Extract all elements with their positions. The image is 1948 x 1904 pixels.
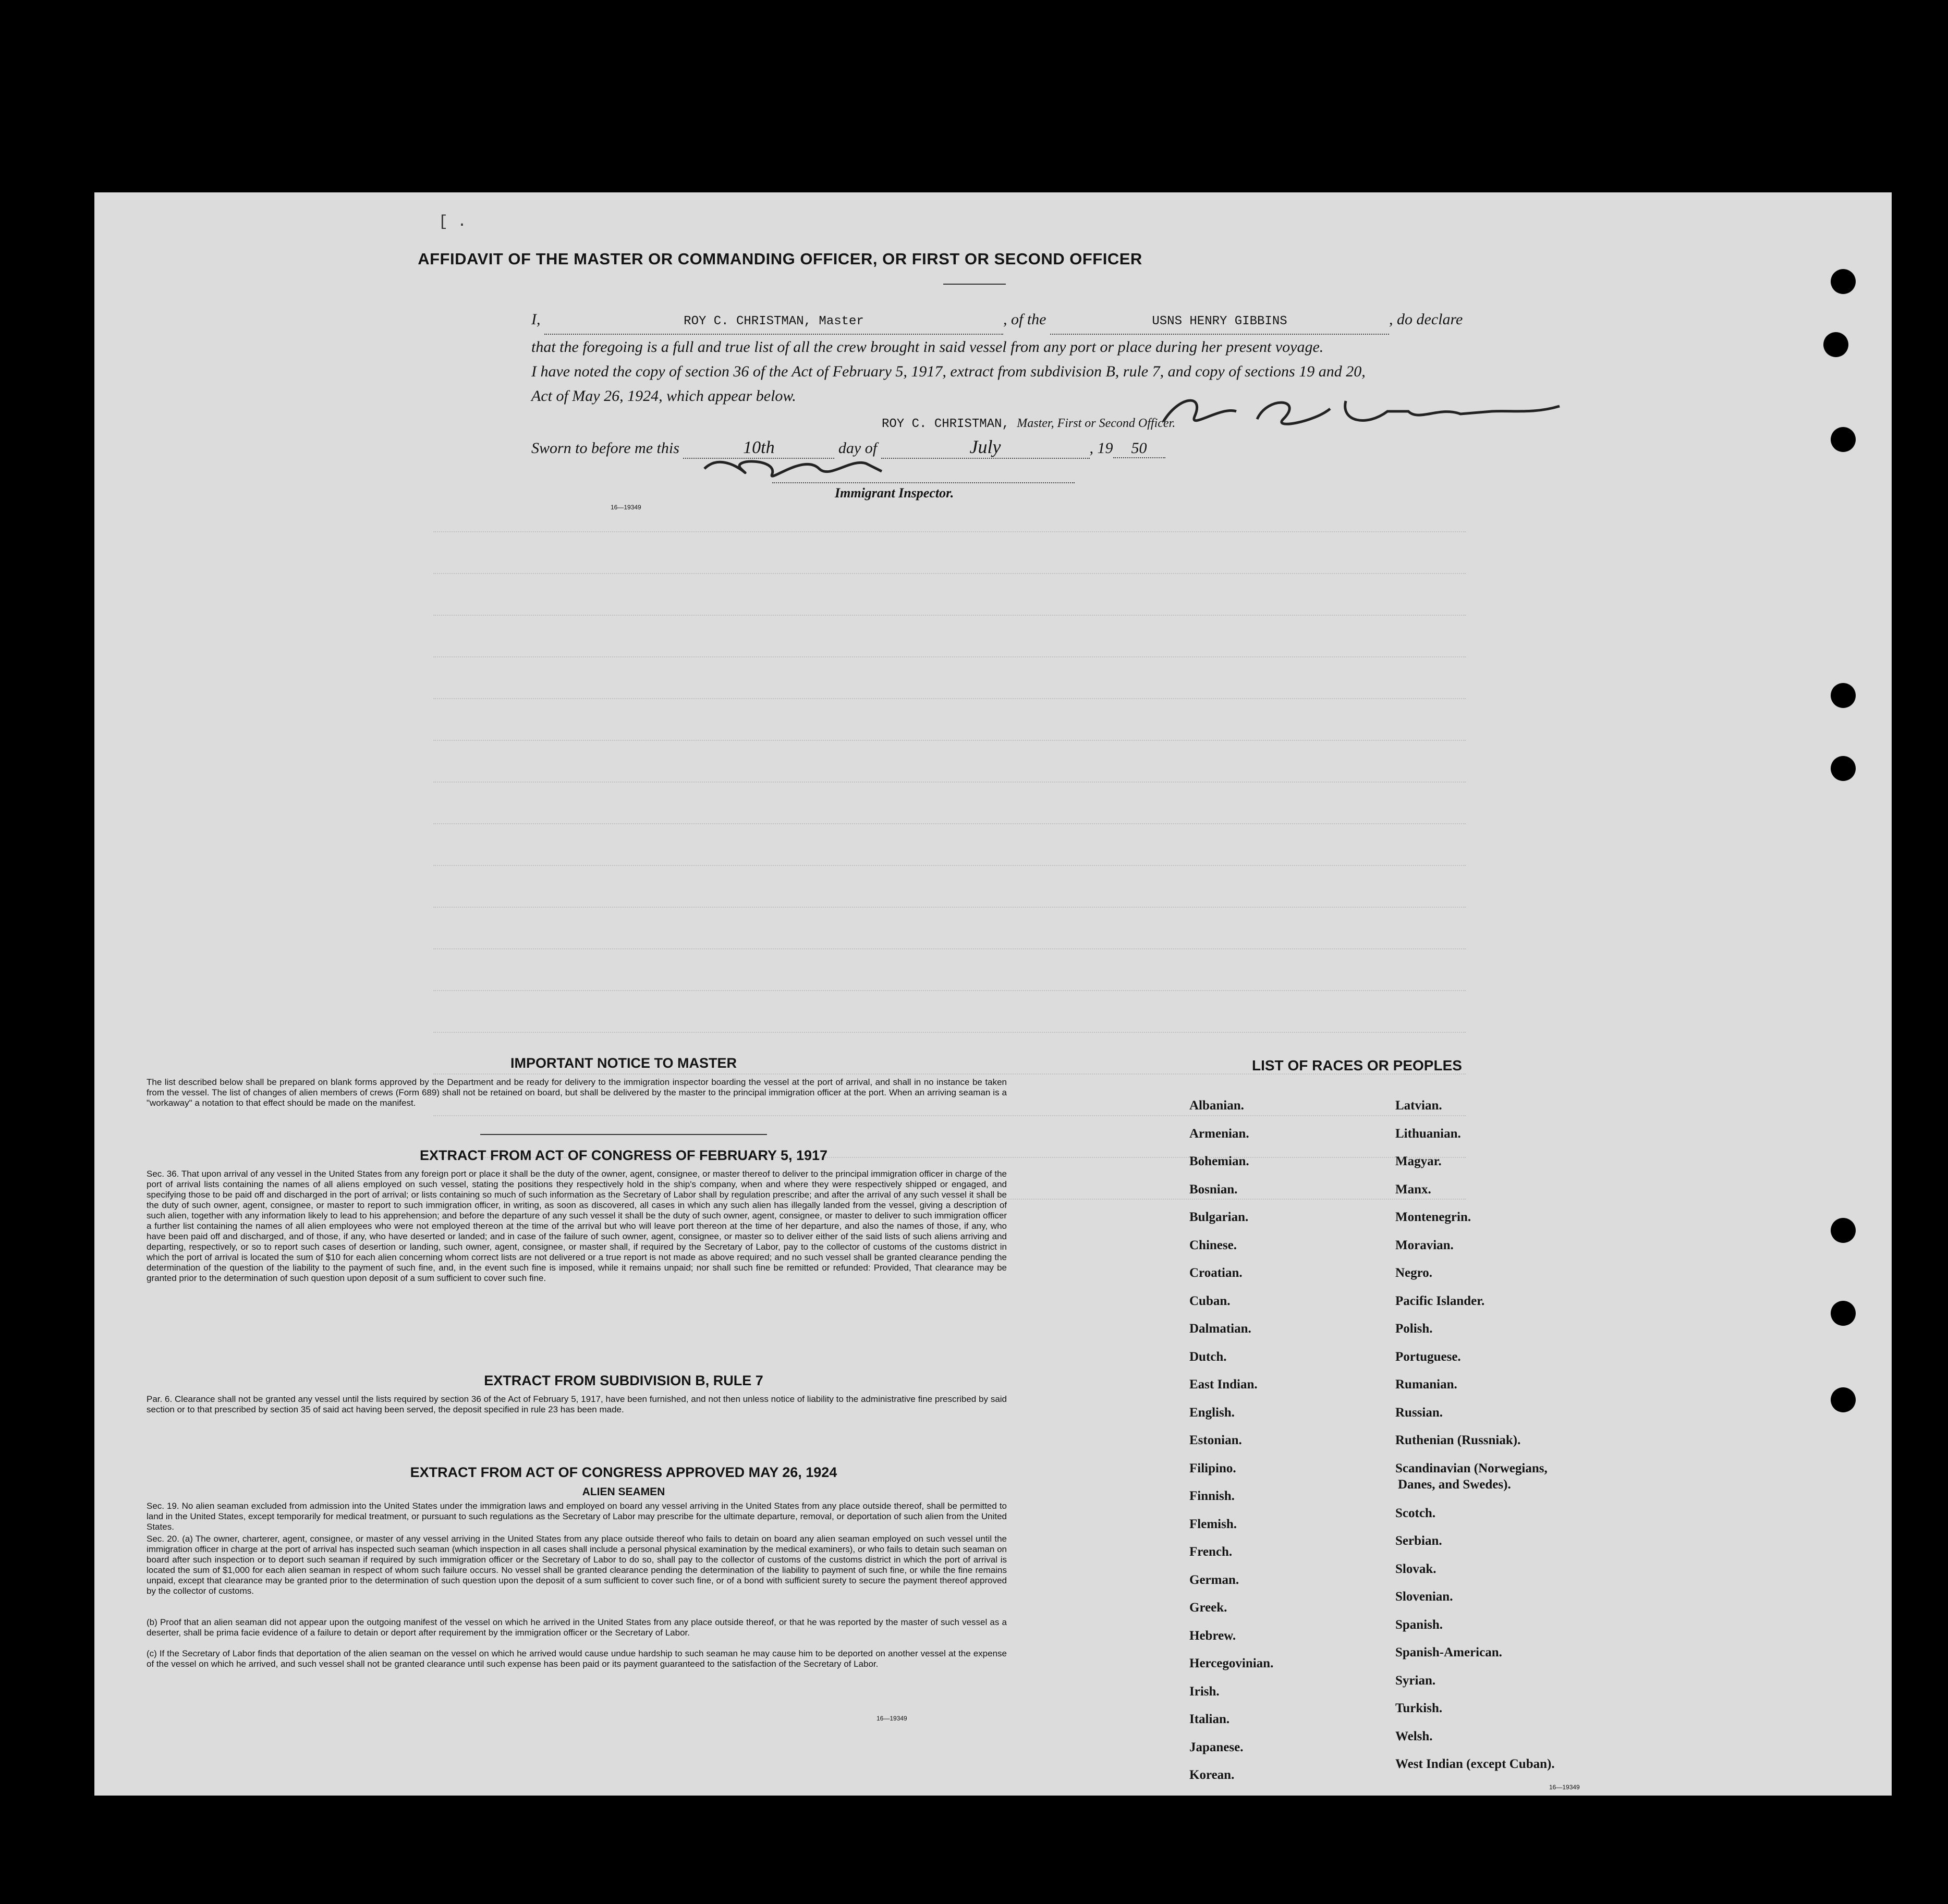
typed-signature	[882, 417, 1175, 431]
race-item: Slovak.	[1395, 1561, 1436, 1576]
race-item: Turkish.	[1395, 1701, 1443, 1715]
race-item: Bohemian.	[1189, 1154, 1249, 1168]
race-item: Portuguese.	[1395, 1349, 1461, 1364]
race-item: French.	[1189, 1545, 1233, 1559]
year-prefix: , 19	[1089, 440, 1113, 457]
master-name-field: ROY C. CHRISTMAN, Master	[544, 309, 1003, 335]
sec-20a-text: Sec. 20. (a) The owner, charterer, agent, consignee, or master of any vessel arriving in the United States from any place outside thereof who fails to detain on board any alien seaman employed on such vessel until the immigration officer in charge at the port of arrival has inspected such seaman (which inspection in all cases shall include a personal physical examination by the medical examiners), or who fails to detain such seaman on board after such inspection or to deport such seaman if required by such immigration officer or the Secretary of Labor to do so, shall pay to the collector of customs of the customs district in which the port of arrival is located the sum of $1,000 for each alien seaman in respect of whom such failure occurs. No vessel shall be granted clearance pending the determination of the liability to payment of such fine, or while the fine remains unpaid, except that clearance may be granted prior to the determination of such question upon the deposit of a sum sufficient to cover such fine, or of a bond with sufficient surety to secure the payment thereof approved by the collector of customs.	[147, 1534, 1007, 1596]
race-item: Filipino.	[1189, 1461, 1236, 1475]
race-item: Manx.	[1395, 1182, 1431, 1197]
bleed-row	[433, 573, 1466, 590]
bleed-row	[433, 865, 1466, 882]
bleed-row	[433, 782, 1466, 798]
race-item: Hebrew.	[1189, 1628, 1236, 1643]
affidavit-title: AFFIDAVIT OF THE MASTER OR COMMANDING OFFICER, OR FIRST OR SECOND OFFICER	[418, 250, 1142, 268]
race-item: Danes, and Swedes).	[1398, 1477, 1511, 1492]
races-title: LIST OF RACES OR PEOPLES	[1252, 1057, 1462, 1073]
punch-hole	[1831, 1218, 1856, 1243]
declaration-line-3: I have noted the copy of section 36 of the Act of February 5, 1917, extract from subdivision B, rule 7, and copy of sections 19 and 20,	[531, 363, 1366, 380]
bleed-row	[433, 823, 1466, 840]
notice-title: IMPORTANT NOTICE TO MASTER	[510, 1055, 737, 1071]
rule-7-text: Par. 6. Clearance shall not be granted any vessel until the lists required by section 36 of the Act of February 5, 1917, have been furnished, and not then unless notice of liability to the administrative fine prescribed by said section or to that prescribed by section 35 of said act having been served, the deposit specified in rule 23 has been made.	[147, 1394, 1007, 1414]
race-item: Croatian.	[1189, 1266, 1243, 1280]
extract-1917-text: Sec. 36. That upon arrival of any vessel in the United States from any foreign port or place it shall be the duty of the owner, agent, consignee, or master thereof to deliver to the principal immigration officer in charge of the port of arrival lists containing the names of all aliens employed on such vessel, stating the positions they respectively hold in the ship's company, when and where they were respectively shipped or engaged, and specifying those to be paid off and discharged in the port of arrival; or lists containing so much of such information as the Secretary of Labor shall by regulation prescribe; and after the arrival of any such vessel it shall be the duty of such owner, agent, consignee, or master to report to such immigration officer, in writing, as soon as discovered, all cases in which any such alien has illegally landed from the vessel, giving a description of such alien, together with any information likely to lead to his apprehension; and before the departure of any such vessel it shall be the duty of such owner, agent, consignee, or master to deliver to such immigration officer a further list containing the names of all alien employees who were not employed thereon at the time of the arrival but who will leave port thereon at the time of her departure, and also the names of those, if any, who have been paid off and discharged, and of those, if any, who have deserted or landed; and in case of the failure of such owner, agent, consignee, or master so to deliver either of the said lists of such aliens arriving and departing, respectively, or so to report such cases of desertion or landing, such owner, agent, consignee, or master shall, if required by the Secretary of Labor, pay to the collector of customs of the customs district in which the port of arrival is located the sum of $10 for each alien concerning whom correct lists are not delivered or a true report is not made as above required; and no such vessel shall be granted clearance pending the determination of the question of the liability to the payment of such fine, and, in the event such fine is imposed, while it remains unpaid; nor shall such fine be remitted or refunded: Provided, That clearance may be granted prior to the determination of such question upon deposit of a sum sufficient to cover such fine.	[147, 1169, 1007, 1283]
form-number: 16—19349	[611, 504, 641, 511]
punch-hole	[1831, 683, 1856, 708]
alien-seamen-subtitle: ALIEN SEAMEN	[582, 1486, 665, 1498]
bleed-row	[433, 656, 1466, 673]
bleed-through-area	[433, 526, 1466, 1235]
i-label: I,	[531, 311, 541, 328]
race-item: Armenian.	[1189, 1126, 1249, 1141]
race-item: German.	[1189, 1572, 1239, 1587]
notice-text: The list described below shall be prepared on blank forms approved by the Department and be ready for delivery to the immigration inspector boarding the vessel at the port of arrival, and shall in no instance be taken from the vessel. The list of changes of alien members of crews (Form 689) shall not be retained on board, but shall be delivered by the master to the principal immigration officer at the port. When an arriving seaman is a "workaway" a notation to that effect should be made on the manifest.	[147, 1077, 1007, 1108]
race-item: Latvian.	[1395, 1099, 1442, 1113]
race-item: West Indian (except Cuban).	[1395, 1757, 1555, 1771]
race-item: Estonian.	[1189, 1433, 1242, 1447]
race-item: Montenegrin.	[1395, 1210, 1471, 1224]
bleed-row	[433, 1032, 1466, 1048]
race-item: Finnish.	[1189, 1489, 1235, 1503]
signature-caption: Master, First or Second Officer.	[1017, 417, 1176, 430]
race-item: Japanese.	[1189, 1740, 1244, 1754]
race-item: Rumanian.	[1395, 1377, 1457, 1392]
race-item: Scotch.	[1395, 1506, 1436, 1520]
year-field: 50	[1113, 440, 1165, 458]
bleed-row	[433, 990, 1466, 1007]
race-item: Spanish-American.	[1395, 1645, 1502, 1659]
sec-19-text: Sec. 19. No alien seaman excluded from admission into the United States under the immigration laws and employed on board any vessel arriving in the United States from any place outside thereof, shall be permitted to land in the United States, except temporarily for medical treatment, or pursuant to such regulations as the Secretary of Labor may prescribe for the ultimate departure, removal, or deportation of such alien from the United States.	[147, 1501, 1007, 1532]
inspector-signature-line	[772, 482, 1075, 483]
race-item: Magyar.	[1395, 1154, 1442, 1168]
rule-7-title: EXTRACT FROM SUBDIVISION B, RULE 7	[484, 1373, 763, 1388]
race-item: Slovenian.	[1395, 1590, 1453, 1604]
race-item: Cuban.	[1189, 1293, 1231, 1308]
race-item: Pacific Islander.	[1395, 1293, 1485, 1308]
document-page	[94, 192, 1892, 1796]
race-item: Hercegovinian.	[1189, 1656, 1274, 1670]
race-item: Dalmatian.	[1189, 1322, 1251, 1336]
race-item: Dutch.	[1189, 1349, 1227, 1364]
race-item: Irish.	[1189, 1684, 1220, 1699]
bleed-row	[433, 907, 1466, 923]
race-item: Spanish.	[1395, 1617, 1443, 1632]
typed-signature-name: ROY C. CHRISTMAN,	[882, 417, 1009, 431]
race-item: Negro.	[1395, 1266, 1433, 1280]
race-item: Bulgarian.	[1189, 1210, 1249, 1224]
race-item: East Indian.	[1189, 1377, 1258, 1392]
form-number: 16—19349	[1549, 1784, 1580, 1791]
sec-20c-text: (c) If the Secretary of Labor finds that deportation of the alien seaman on the vessel on which he arrived would cause undue hardship to such seaman he may cause him to be deported on another vessel at the expense of the vessel on which he arrived, and such vessel shall not be granted clearance until such expense has been paid or its payment guaranteed to the satisfaction of the Secretary of Labor.	[147, 1649, 1007, 1669]
do-declare-label: , do declare	[1389, 311, 1463, 328]
form-number: 16—19349	[876, 1715, 907, 1722]
race-item: Moravian.	[1395, 1238, 1454, 1252]
race-item: English.	[1189, 1405, 1235, 1420]
master-signature	[1148, 390, 1586, 437]
punch-hole	[1831, 756, 1856, 781]
race-item: Welsh.	[1395, 1729, 1433, 1743]
extract-1917-title: EXTRACT FROM ACT OF CONGRESS OF FEBRUARY 5, 1917	[419, 1148, 828, 1163]
bleed-row	[433, 531, 1466, 548]
vessel-name-field: USNS HENRY GIBBINS	[1050, 309, 1389, 335]
declaration-line-4: Act of May 26, 1924, which appear below.	[531, 387, 796, 405]
inspector-label: Immigrant Inspector.	[835, 485, 954, 501]
sworn-label: Sworn to before me this	[531, 440, 679, 457]
race-item: Ruthenian (Russniak).	[1395, 1433, 1521, 1447]
sec-20b-text: (b) Proof that an alien seaman did not appear upon the outgoing manifest of the vessel on which he arrived in the United States from any place outside thereof, or that he was reported by the master of such vessel as a deserter, shall be prima facie evidence of a failure to detain or deport after requirement by the immigration officer or the Secretary of Labor.	[147, 1617, 1007, 1638]
bleed-row	[433, 698, 1466, 715]
punch-hole	[1831, 269, 1856, 294]
race-item: Lithuanian.	[1395, 1126, 1461, 1141]
bleed-row	[433, 740, 1466, 756]
month-field: July	[881, 436, 1090, 459]
bleed-row	[433, 615, 1466, 631]
corner-mark: [ .	[439, 213, 467, 231]
race-item: Syrian.	[1395, 1673, 1436, 1688]
race-item: Scandinavian (Norwegians,	[1395, 1461, 1548, 1475]
punch-hole	[1831, 1301, 1856, 1326]
day-field: 10th	[683, 438, 834, 459]
day-of-label: day of	[838, 440, 878, 457]
inspector-signature	[694, 448, 892, 487]
race-item: Russian.	[1395, 1405, 1443, 1420]
race-item: Polish.	[1395, 1322, 1433, 1336]
punch-hole	[1831, 1387, 1856, 1412]
race-item: Serbian.	[1395, 1534, 1442, 1548]
bleed-row	[433, 1115, 1466, 1132]
race-item: Albanian.	[1189, 1099, 1244, 1113]
extract-1924-title: EXTRACT FROM ACT OF CONGRESS APPROVED MAY 26, 1924	[410, 1464, 837, 1480]
declaration-line-2: that the foregoing is a full and true list of all the crew brought in said vessel from any port or place during her present voyage.	[531, 338, 1324, 356]
title-divider	[943, 284, 1006, 285]
race-item: Italian.	[1189, 1712, 1230, 1726]
section-divider	[480, 1134, 767, 1135]
of-the-label: , of the	[1003, 311, 1046, 328]
race-item: Korean.	[1189, 1768, 1235, 1782]
race-item: Bosnian.	[1189, 1182, 1238, 1197]
punch-hole	[1823, 332, 1848, 357]
race-item: Greek.	[1189, 1601, 1227, 1615]
bleed-row	[433, 948, 1466, 965]
race-item: Chinese.	[1189, 1238, 1237, 1252]
punch-hole	[1831, 427, 1856, 452]
declaration-line-1	[531, 307, 1463, 335]
race-item: Flemish.	[1189, 1517, 1237, 1531]
